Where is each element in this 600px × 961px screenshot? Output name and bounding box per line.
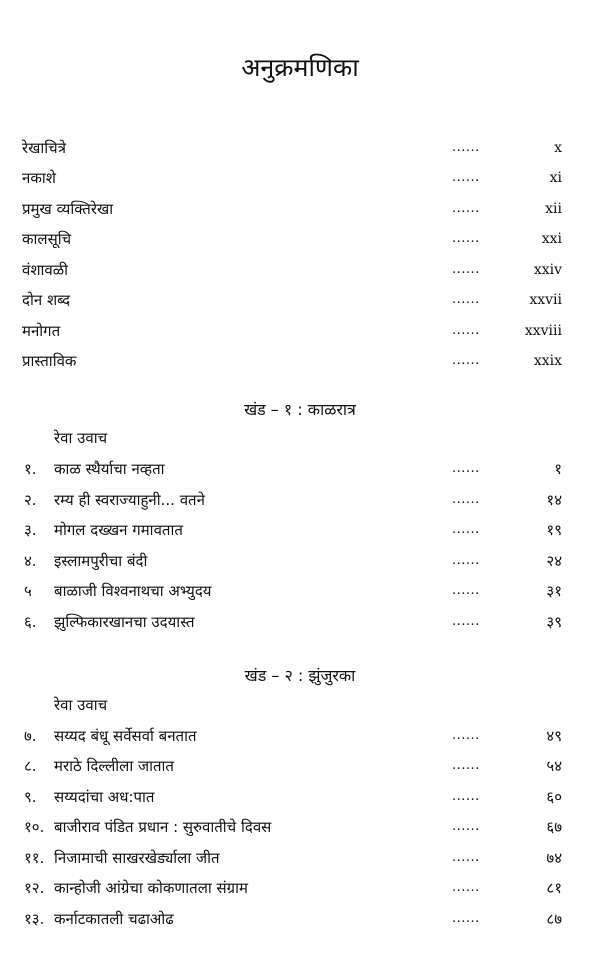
page-number: १ xyxy=(554,460,562,478)
front-matter-row xyxy=(0,167,600,189)
leader-dots: ...... xyxy=(452,231,480,246)
chapter-row xyxy=(0,550,600,572)
front-matter-row xyxy=(0,228,600,250)
leader-dots: ...... xyxy=(452,323,480,338)
chapter-number: २. xyxy=(24,491,37,509)
page-number: x xyxy=(554,140,562,156)
leader-dots: ...... xyxy=(452,553,480,568)
page-number: xxviii xyxy=(524,323,562,339)
leader-dots: ...... xyxy=(452,201,480,216)
page-number: ५४ xyxy=(546,757,562,775)
leader-dots: ...... xyxy=(452,850,480,865)
page-number: xxi xyxy=(541,231,562,247)
chapter-row xyxy=(0,847,600,869)
page-number: ८७ xyxy=(546,910,562,928)
chapter-number: ७. xyxy=(24,727,37,745)
leader-dots: ...... xyxy=(452,758,480,773)
leader-dots: ...... xyxy=(452,292,480,307)
chapter-number: १३. xyxy=(24,910,45,928)
page-number: ४९ xyxy=(546,727,562,745)
chapter-number: ६. xyxy=(24,613,37,631)
entry-label: मनोगत xyxy=(22,322,61,340)
front-matter-row xyxy=(0,137,600,159)
chapter-number: १. xyxy=(24,460,37,478)
leader-dots: ...... xyxy=(452,262,480,277)
page-number: xxiv xyxy=(533,262,562,278)
leader-dots: ...... xyxy=(452,522,480,537)
chapter-number: ४. xyxy=(24,552,37,570)
entry-label: वंशावळी xyxy=(22,261,69,279)
leader-dots: ...... xyxy=(452,583,480,598)
chapter-title: बाळाजी विश्वनाथचा अभ्युदय xyxy=(54,582,212,600)
page-number: ६० xyxy=(546,788,562,806)
leader-dots: ...... xyxy=(452,728,480,743)
chapter-number: ९. xyxy=(24,788,37,806)
front-matter-row xyxy=(0,320,600,342)
leader-dots: ...... xyxy=(452,789,480,804)
chapter-title: निजामाची साखरखेर्ड्याला जीत xyxy=(54,849,220,867)
page-number: ७४ xyxy=(546,849,562,867)
front-matter-row xyxy=(0,259,600,281)
chapter-title: काळ स्थैर्याचा नव्हता xyxy=(54,460,165,478)
page-title: अनुक्रमणिका xyxy=(241,53,359,82)
chapter-row xyxy=(0,908,600,930)
entry-label: प्रमुख व्यक्तिरेखा xyxy=(22,200,114,218)
leader-dots: ...... xyxy=(452,461,480,476)
chapter-row xyxy=(0,755,600,777)
chapter-number: ८. xyxy=(24,757,37,775)
page-number: xii xyxy=(545,201,562,217)
page-number: १४ xyxy=(546,491,562,509)
front-matter-row xyxy=(0,289,600,311)
chapter-title: रम्य ही स्वराज्याहुनी... वतने xyxy=(54,491,205,509)
leader-dots: ...... xyxy=(452,614,480,629)
entry-label: रेखाचित्रे xyxy=(22,139,66,157)
chapter-number: ११. xyxy=(24,849,45,867)
chapter-row xyxy=(0,489,600,511)
page-number: ३९ xyxy=(546,613,562,631)
leader-dots: ...... xyxy=(452,353,480,368)
leader-dots: ...... xyxy=(452,880,480,895)
front-matter-row xyxy=(0,350,600,372)
section-intro: रेवा उवाच xyxy=(54,696,108,714)
chapter-row xyxy=(0,725,600,747)
page-number: ८१ xyxy=(546,879,562,897)
leader-dots: ...... xyxy=(452,140,480,155)
chapter-row xyxy=(0,458,600,480)
chapter-number: १२. xyxy=(24,879,45,897)
front-matter-row xyxy=(0,198,600,220)
chapter-title: कान्होजी आंग्रेचा कोकणातला संग्राम xyxy=(54,879,248,897)
page-number: xi xyxy=(549,170,562,186)
section-title: खंड – १ : काळरात्र xyxy=(244,400,356,419)
chapter-title: कर्नाटकातली चढाओढ xyxy=(54,910,174,928)
chapter-number: १०. xyxy=(24,818,45,836)
page-number: xxix xyxy=(533,353,562,369)
chapter-number: ५ xyxy=(24,582,32,600)
page-number: ६७ xyxy=(546,818,562,836)
chapter-title: इस्लामपुरीचा बंदी xyxy=(54,552,148,570)
page-number: xxvii xyxy=(529,292,562,308)
leader-dots: ...... xyxy=(452,170,480,185)
chapter-title: झुल्फिकारखानचा उदयास्त xyxy=(54,613,195,631)
chapter-number: ३. xyxy=(24,521,37,539)
leader-dots: ...... xyxy=(452,492,480,507)
entry-label: प्रास्ताविक xyxy=(22,352,77,370)
leader-dots: ...... xyxy=(452,911,480,926)
section-intro: रेवा उवाच xyxy=(54,429,108,447)
entry-label: नकाशे xyxy=(22,169,56,187)
chapter-title: मराठे दिल्लीला जातात xyxy=(54,757,174,775)
chapter-title: सय्यदांचा अध:पात xyxy=(54,788,155,806)
chapter-row xyxy=(0,816,600,838)
entry-label: कालसूचि xyxy=(22,230,72,248)
chapter-title: मोगल दख्खन गमावतात xyxy=(54,521,183,539)
leader-dots: ...... xyxy=(452,819,480,834)
chapter-row xyxy=(0,877,600,899)
page-number: १९ xyxy=(546,521,562,539)
chapter-row xyxy=(0,611,600,633)
chapter-row xyxy=(0,519,600,541)
chapter-row xyxy=(0,580,600,602)
section-title: खंड – २ : झुंजुरका xyxy=(244,666,356,685)
entry-label: दोन शब्द xyxy=(22,291,71,309)
chapter-title: सय्यद बंधू सर्वेसर्वा बनतात xyxy=(54,727,197,745)
page-number: २४ xyxy=(546,552,562,570)
page-number: ३१ xyxy=(546,582,562,600)
chapter-row xyxy=(0,786,600,808)
chapter-title: बाजीराव पंडित प्रधान : सुरुवातीचे दिवस xyxy=(54,818,272,836)
